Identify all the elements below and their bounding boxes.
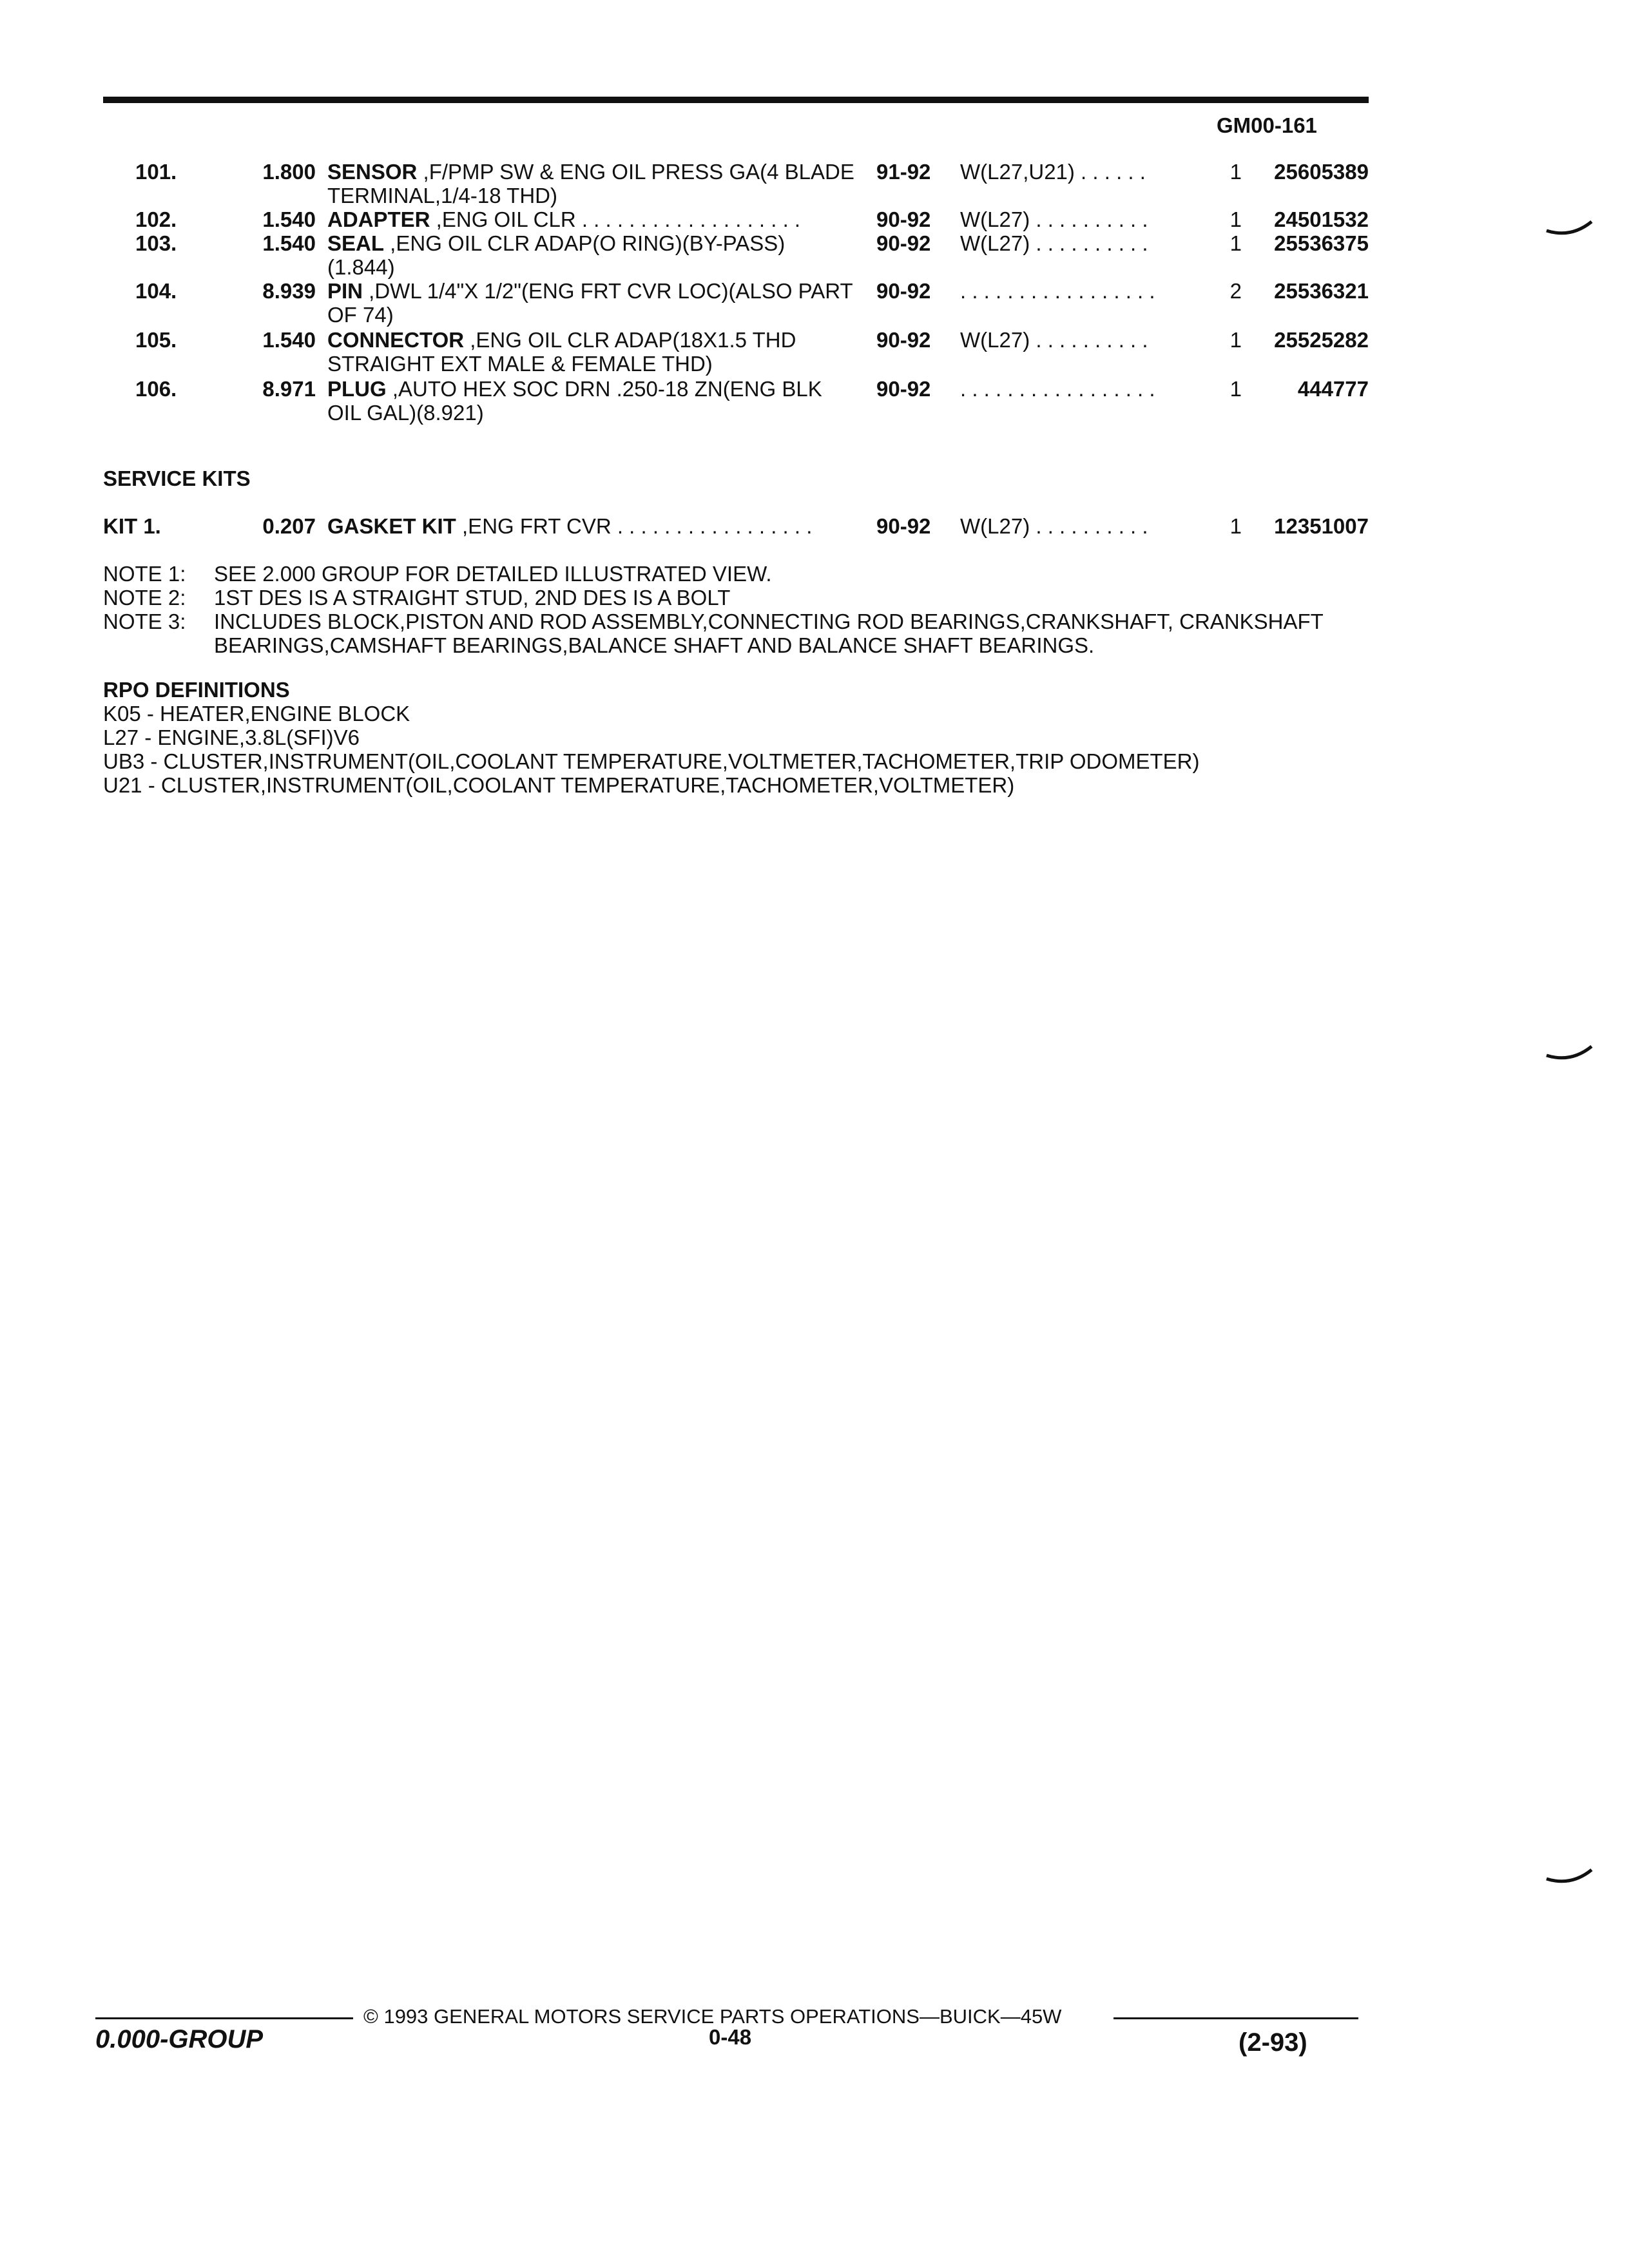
- note: NOTE 2: 1ST DES IS A STRAIGHT STUD, 2ND DES IS A BOLT: [103, 586, 731, 610]
- footer-copyright: © 1993 GENERAL MOTORS SERVICE PARTS OPERATIONS—BUICK—45W: [363, 2005, 1062, 2028]
- part-row: 106. 8.971 PLUG ,AUTO HEX SOC DRN .250-18 ZN(ENG BLK OIL GAL)(8.921) 90-92 . . . . . . . . . . . . . . . . . 1 444777: [135, 377, 1369, 425]
- catalog-code: GM00-161: [1217, 113, 1317, 137]
- footer-rule-left: [95, 2017, 353, 2019]
- parts-list: [103, 160, 1369, 426]
- footer-date: (2-93): [1239, 2028, 1307, 2057]
- binder-hole-mark: [1545, 1867, 1593, 1887]
- rpo-title: RPO DEFINITIONS: [103, 678, 290, 702]
- binder-hole-mark: [1545, 219, 1593, 238]
- note: NOTE 3: INCLUDES BLOCK,PISTON AND ROD ASSEMBLY,CONNECTING ROD BEARINGS,CRANKSHAFT, CRANKSHAFT BEARINGS,CAMSHAFT BEARINGS,BALANCE SHAFT AND BALANCE SHAFT BEARINGS.: [103, 610, 1324, 657]
- footer-rule-right: [1113, 2017, 1358, 2019]
- footer-page-number: 0-48: [709, 2025, 752, 2049]
- footer-group: 0.000-GROUP: [95, 2025, 264, 2053]
- part-row: 105. 1.540 CONNECTOR ,ENG OIL CLR ADAP(18X1.5 THD STRAIGHT EXT MALE & FEMALE THD) 90-92 W(L27) . . . . . . . . . . 1 25525282: [135, 328, 1369, 376]
- binder-hole-mark: [1545, 1044, 1593, 1063]
- rpo-item: UB3 - CLUSTER,INSTRUMENT(OIL,COOLANT TEMPERATURE,VOLTMETER,TACHOMETER,TRIP ODOMETER): [103, 749, 1200, 773]
- notes: [103, 562, 1438, 657]
- service-kits-title: SERVICE KITS: [103, 466, 251, 490]
- note: NOTE 1: SEE 2.000 GROUP FOR DETAILED ILLUSTRATED VIEW.: [103, 562, 772, 586]
- rpo-item: K05 - HEATER,ENGINE BLOCK: [103, 702, 410, 726]
- part-row: 102. 1.540 ADAPTER ,ENG OIL CLR . . . . . . . . . . . . . . . . . . . 90-92 W(L27) . . . . . . . . . . 1 24501532: [135, 207, 1369, 231]
- kit-row: KIT 1. 0.207 GASKET KIT ,ENG FRT CVR . . . . . . . . . . . . . . . . . 90-92 W(L27) . . . . . . . . . . 1 12351007: [103, 514, 1369, 538]
- rpo-definitions: [103, 678, 1199, 797]
- part-row: 101. 1.800 SENSOR ,F/PMP SW & ENG OIL PRESS GA(4 BLADE TERMINAL,1/4-18 THD) 91-92 W(L27,U21) . . . . . . 1 25605389: [135, 160, 1369, 207]
- top-rule: [103, 97, 1369, 103]
- part-row: 103. 1.540 SEAL ,ENG OIL CLR ADAP(O RING)(BY-PASS) (1.844) 90-92 W(L27) . . . . . . . . . . 1 25536375: [135, 231, 1369, 279]
- rpo-item: L27 - ENGINE,3.8L(SFI)V6: [103, 726, 360, 749]
- part-row: 104. 8.939 PIN ,DWL 1/4"X 1/2"(ENG FRT CVR LOC)(ALSO PART OF 74) 90-92 . . . . . . . . . . . . . . . . . 2 25536321: [135, 279, 1369, 327]
- rpo-item: U21 - CLUSTER,INSTRUMENT(OIL,COOLANT TEMPERATURE,TACHOMETER,VOLTMETER): [103, 773, 1015, 797]
